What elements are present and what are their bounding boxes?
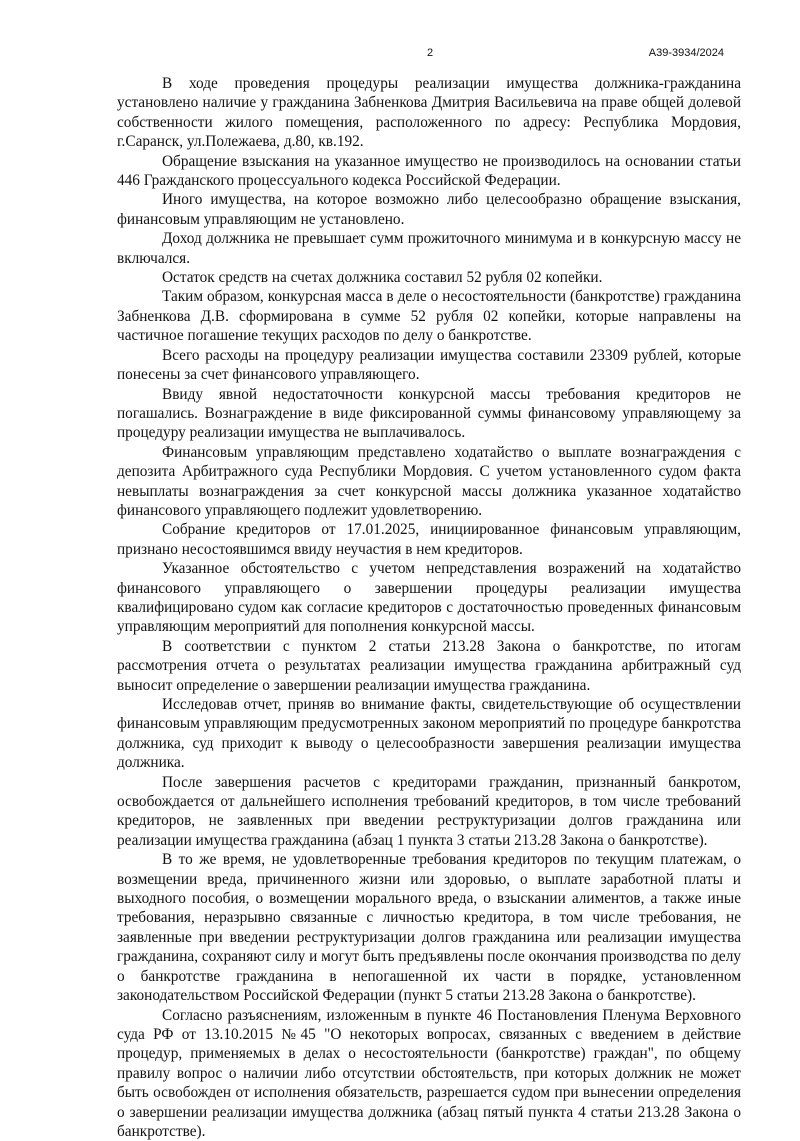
- case-number: А39-3934/2024: [649, 47, 724, 59]
- paragraph: В то же время, не удовлетворенные требования кредиторов по текущим платежам, о возмещении вреда, причиненного жизни или здоровью, о выплате заработной платы и выходного пособия, о возмещении морального вреда, о взыскании алиментов, а также иные требования, неразрывно связанные с личностью кредитора, в том числе требования, не заявленные при введении реструктуризации долгов гражданина или реализации имущества гражданина, сохраняют силу и могут быть предъявлены после окончания производства по делу о банкротстве гражданина в непогашенной их части в порядке, установленном законодательством Российской Федерации (пункт 5 статьи 213.28 Закона о банкротстве).: [117, 850, 741, 1005]
- paragraph: Таким образом, конкурсная масса в деле о несостоятельности (банкротстве) гражданина Забненкова Д.В. сформирована в сумме 52 рубля 02 копейки, которые направлены на частичное погашение текущих расходов по делу о банкротстве.: [117, 287, 741, 345]
- paragraph: Исследовав отчет, приняв во внимание факты, свидетельствующие об осуществлении финансовым управляющим предусмотренных законом мероприятий по процедуре банкротства должника, суд приходит к выводу о целесообразности завершения реализации имущества должника.: [117, 695, 741, 773]
- paragraph: Обращение взыскания на указанное имущество не производилось на основании статьи 446 Гражданского процессуального кодекса Российской Федерации.: [117, 152, 741, 191]
- paragraph: Доход должника не превышает сумм прожиточного минимума и в конкурсную массу не включался.: [117, 229, 741, 268]
- paragraph: Остаток средств на счетах должника составил 52 рубля 02 копейки.: [117, 268, 741, 287]
- paragraph: Согласно разъяснениям, изложенным в пункте 46 Постановления Пленума Верховного суда РФ от 13.10.2015 №45 "О некоторых вопросах, связанных с введением в действие процедур, применяемых в делах о несостоятельности (банкротстве) граждан", по общему правилу вопрос о наличии либо отсутствии обстоятельств, при которых должник не может быть освобожден от исполнения обязательств, разрешается судом при вынесении определения о завершении реализации имущества должника (абзац пятый пункта 4 статьи 213.28 Закона о банкротстве).: [117, 1006, 741, 1141]
- page-number: 2: [420, 47, 440, 59]
- paragraph: Собрание кредиторов от 17.01.2025, инициированное финансовым управляющим, признано несостоявшимся ввиду неучастия в нем кредиторов.: [117, 520, 741, 559]
- paragraph: Иного имущества, на которое возможно либо целесообразно обращение взыскания, финансовым управляющим не установлено.: [117, 190, 741, 229]
- paragraph: Ввиду явной недостаточности конкурсной массы требования кредиторов не погашались. Вознаграждение в виде фиксированной суммы финансовому управляющему за процедуру реализации имущества не выплачивалось.: [117, 385, 741, 443]
- paragraph: Указанное обстоятельство с учетом непредставления возражений на ходатайство финансового управляющего о завершении процедуры реализации имущества квалифицировано судом как согласие кредиторов с достаточностью проведенных финансовым управляющим мероприятий для пополнения конкурсной массы.: [117, 559, 741, 637]
- document-body: [117, 74, 741, 1141]
- paragraph: В соответствии с пунктом 2 статьи 213.28 Закона о банкротстве, по итогам рассмотрения отчета о результатах реализации имущества гражданина арбитражный суд выносит определение о завершении реализации имущества гражданина.: [117, 637, 741, 695]
- paragraph: В ходе проведения процедуры реализации имущества должника-гражданина установлено наличие у гражданина Забненкова Дмитрия Васильевича на праве общей долевой собственности жилого помещения, расположенного по адресу: Республика Мордовия, г.Саранск, ул.Полежаева, д.80, кв.192.: [117, 74, 741, 152]
- paragraph: После завершения расчетов с кредиторами гражданин, признанный банкротом, освобождается от дальнейшего исполнения требований кредиторов, в том числе требований кредиторов, не заявленных при введении реструктуризации долгов гражданина или реализации имущества гражданина (абзац 1 пункта 3 статьи 213.28 Закона о банкротстве).: [117, 773, 741, 851]
- paragraph: Финансовым управляющим представлено ходатайство о выплате вознаграждения с депозита Арбитражного суда Республики Мордовия. С учетом установленного судом факта невыплаты вознаграждения за счет конкурсной массы должника указанное ходатайство финансового управляющего подлежит удовлетворению.: [117, 443, 741, 521]
- paragraph: Всего расходы на процедуру реализации имущества составили 23309 рублей, которые понесены за счет финансового управляющего.: [117, 346, 741, 385]
